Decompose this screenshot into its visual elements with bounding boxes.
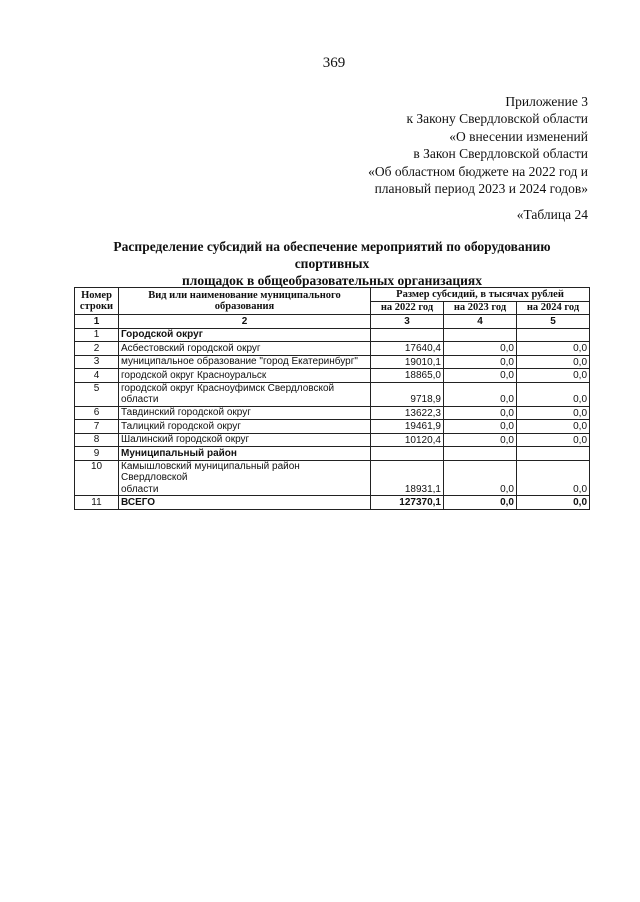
value-2023: 0,0 (444, 420, 517, 434)
row-number: 9 (75, 447, 119, 461)
row-number: 6 (75, 406, 119, 420)
header-municipality (119, 288, 371, 315)
value-2024 (517, 328, 590, 342)
table-row (75, 342, 590, 356)
header-text: Номер (81, 289, 112, 301)
value-2023: 0,0 (444, 433, 517, 447)
table-row (75, 328, 590, 342)
row-name: городской округ Красноуральск (119, 369, 371, 383)
row-name-line: городской округ Красноуфимск Свердловской (121, 382, 335, 394)
value-2022: 10120,4 (371, 433, 444, 447)
column-index-row (75, 315, 590, 329)
appendix-line: «О внесении изменений (449, 128, 588, 144)
value-2022: 127370,1 (371, 496, 444, 510)
title-line: Распределение субсидий на обеспечение мероприятий по оборудованию спортивных (113, 239, 551, 271)
table-row (75, 369, 590, 383)
appendix-header (368, 93, 588, 197)
total-row (75, 496, 590, 510)
table-row (75, 460, 590, 496)
subsidies-table (74, 287, 590, 510)
table-row (75, 433, 590, 447)
table-row (75, 406, 590, 420)
value-2024: 0,0 (517, 382, 590, 406)
value-2024: 0,0 (517, 433, 590, 447)
appendix-line: плановый период 2023 и 2024 годов» (374, 181, 588, 197)
value-2022: 19010,1 (371, 355, 444, 369)
header-text: Вид или наименование муниципального (148, 289, 341, 301)
row-name: Шалинский городской округ (119, 433, 371, 447)
appendix-line: Приложение 3 (505, 94, 588, 109)
value-2023: 0,0 (444, 382, 517, 406)
index-cell: 2 (119, 315, 371, 329)
index-cell: 1 (75, 315, 119, 329)
row-name: муниципальное образование "город Екатеринбург" (119, 355, 371, 369)
value-2022 (371, 447, 444, 461)
value-2022: 18931,1 (371, 460, 444, 496)
header-row-number (75, 288, 119, 315)
appendix-line: к Закону Свердловской области (406, 111, 588, 127)
value-2023: 0,0 (444, 355, 517, 369)
value-2024: 0,0 (517, 369, 590, 383)
value-2022: 13622,3 (371, 406, 444, 420)
appendix-line: «Об областном бюджете на 2022 год и (368, 163, 588, 179)
value-2024: 0,0 (517, 342, 590, 356)
header-row (75, 288, 590, 302)
index-cell: 5 (517, 315, 590, 329)
value-2023 (444, 447, 517, 461)
value-2023: 0,0 (444, 496, 517, 510)
page-number: 369 (322, 55, 346, 71)
header-2024: на 2024 год (517, 301, 590, 315)
document-title (75, 238, 589, 289)
row-number: 5 (75, 382, 119, 406)
row-number: 2 (75, 342, 119, 356)
value-2022: 18865,0 (371, 369, 444, 383)
value-2023: 0,0 (444, 460, 517, 496)
table-row (75, 355, 590, 369)
row-name: Асбестовский городской округ (119, 342, 371, 356)
row-name: Талицкий городской округ (119, 420, 371, 434)
value-2022: 17640,4 (371, 342, 444, 356)
row-name-line: области (121, 394, 159, 405)
value-2024: 0,0 (517, 420, 590, 434)
index-cell: 4 (444, 315, 517, 329)
table-row (75, 447, 590, 461)
table-row (75, 420, 590, 434)
value-2022: 19461,9 (371, 420, 444, 434)
row-number: 4 (75, 369, 119, 383)
value-2023 (444, 328, 517, 342)
value-2023: 0,0 (444, 342, 517, 356)
table-label: «Таблица 24 (516, 207, 588, 222)
header-text: строки (79, 301, 114, 312)
header-2023: на 2023 год (444, 301, 517, 315)
row-name (119, 460, 371, 496)
header-amount-group: Размер субсидий, в тысячах рублей (371, 288, 590, 302)
header-text: образования (214, 301, 275, 312)
row-number: 7 (75, 420, 119, 434)
row-number: 3 (75, 355, 119, 369)
value-2024: 0,0 (517, 355, 590, 369)
value-2024: 0,0 (517, 406, 590, 420)
row-name-line: Камышловский муниципальный район Свердловской (121, 460, 300, 483)
row-name: Муниципальный район (119, 447, 371, 461)
row-number: 8 (75, 433, 119, 447)
table-row (75, 382, 590, 406)
title-line: площадок в общеобразовательных организациях (181, 273, 482, 288)
row-name: ВСЕГО (119, 496, 371, 510)
row-name: Тавдинский городской округ (119, 406, 371, 420)
row-name: Городской округ (119, 328, 371, 342)
value-2022: 9718,9 (371, 382, 444, 406)
row-number: 11 (75, 496, 119, 510)
value-2024: 0,0 (517, 460, 590, 496)
appendix-line: в Закон Свердловской области (413, 146, 588, 162)
header-2022: на 2022 год (371, 301, 444, 315)
value-2023: 0,0 (444, 369, 517, 383)
value-2023: 0,0 (444, 406, 517, 420)
index-cell: 3 (371, 315, 444, 329)
row-name-line: области (121, 483, 159, 495)
value-2024: 0,0 (517, 496, 590, 510)
row-name (119, 382, 371, 406)
row-number: 1 (75, 328, 119, 342)
value-2022 (371, 328, 444, 342)
row-number: 10 (75, 460, 119, 496)
value-2024 (517, 447, 590, 461)
